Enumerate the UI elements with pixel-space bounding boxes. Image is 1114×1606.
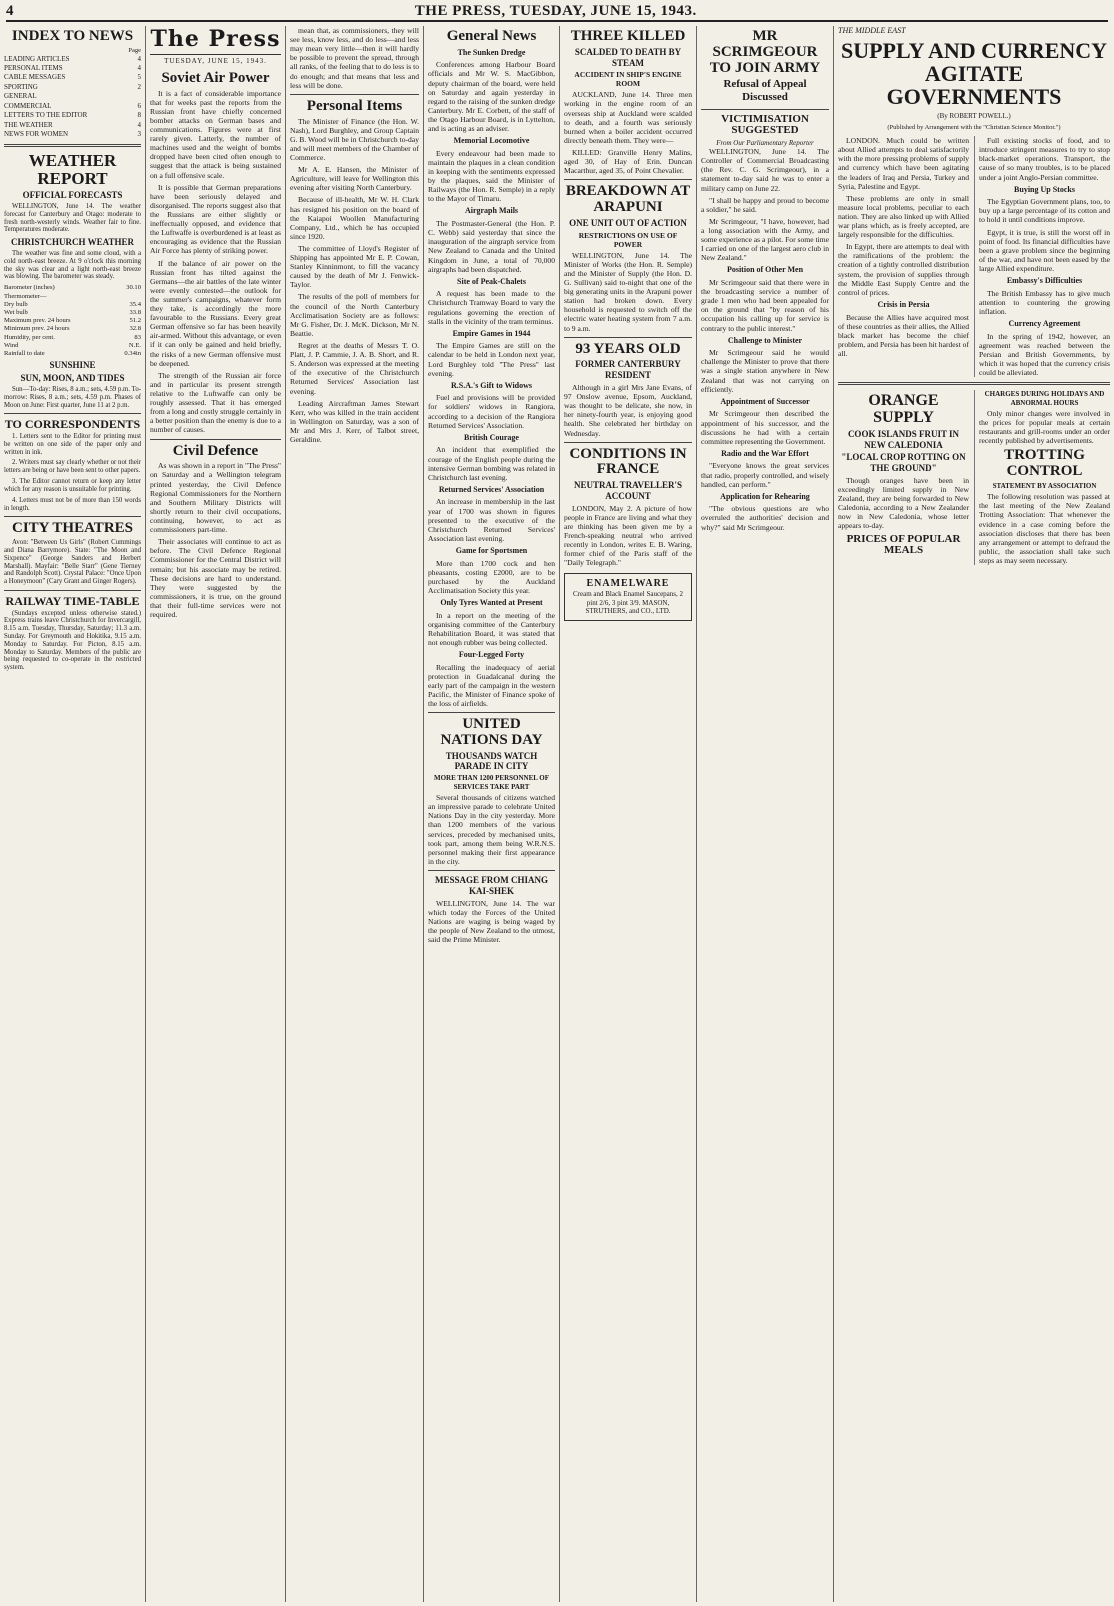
index-row[interactable]: THE WEATHER 4 xyxy=(4,120,141,129)
correspondents-item: 3. The Editor cannot return or keep any letter which for any reason is unsuitable for printing. xyxy=(4,478,141,493)
killed-title: THREE KILLED xyxy=(570,28,686,44)
army-title: MR SCRIMGEOUR TO JOIN ARMY xyxy=(709,28,821,76)
breakdown-sub: ONE UNIT OUT OF ACTION xyxy=(569,217,687,228)
personal-item: The committee of Lloyd's Register of Shipping has appointed Mr E. P. Cowan, Stanley Kinninmont, to fill the vacancy caused by the death of Mr J. Fenwick-Taylor. xyxy=(290,243,419,290)
personal-item: Because of ill-health, Mr W. H. Clark has resigned his position on the board of the Kaiapoi Woollen Manufacturing Company, Ltd., which he has occupied since 1920. xyxy=(290,195,419,241)
personal-item: Leading Aircraftman James Stewart Kerr, who was killed in the train accident in Wellington on Saturday, was a son of Mr and Mrs J. Kerr, of Talbot street, Geraldine. xyxy=(290,398,419,445)
index-row[interactable]: GENERAL xyxy=(4,92,37,101)
news-paragraph: The Postmaster-General (the Hon. P. C. Webb) said yesterday that since the inauguration of the airgraph service from New Zealand to Canada and the United Kingdom in June, a total of 70,000 airgraphs had been dispatched. xyxy=(428,219,555,274)
army-sub: Refusal of Appeal Discussed xyxy=(723,78,807,104)
index-title: INDEX TO NEWS xyxy=(11,28,134,44)
index-row[interactable]: CABLE MESSAGES 5 xyxy=(4,73,141,82)
news-paragraph: The Empire Games are still on the calendar to be held in London next year, Lord Burghley told "The Press" last evening. xyxy=(428,341,555,378)
railway-title: RAILWAY TIME-TABLE xyxy=(5,593,140,608)
personal-item: Mr A. E. Hansen, the Minister of Agriculture, will leave for Wellington this evening after visiting North Canterbury. xyxy=(290,165,419,193)
chch-weather-text: The weather was fine and some cloud, with a cold north-east breeze. At 9 o'clock this morning the sky was clear and a light north-east breeze was blowing. The barometer was steady. xyxy=(4,250,141,281)
meals-text: Only minor changes were involved in the prices for popular meals at certain restaurants and grill-rooms under an order recently published by advertisements. xyxy=(979,408,1110,446)
editorial-paragraph: The strength of the Russian air force and in particular its present strength relative to the Luftwaffe can only be roughly assessed. That it has emerged from a long and costly struggle certainly in a better position than the enemy is due to a number of causes. xyxy=(150,370,281,435)
breakdown-title: BREAKDOWN AT ARAPUNI xyxy=(565,183,691,216)
index-row[interactable]: NEWS FOR WOMEN 3 xyxy=(4,130,141,139)
correspondents-item: 2. Writers must say clearly whether or not their letters are being or have been sent to other papers. xyxy=(4,459,141,475)
column-3 xyxy=(285,26,423,1602)
editorial-paragraph: If the balance of air power on the Russian front has tilted against the Germans—the air battles of the late winter were evenly contested—the outlook for the summer's campaigns, whatever form they take, is accordingly the more favourable to the Russians. Every great German offensive so far has been heavily air-armed. Without this advantage, or even if it can only be gained and held briefly, the risks of a new German offensive must be deepened. xyxy=(150,258,281,368)
index-row[interactable]: PERSONAL ITEMS 4 xyxy=(4,63,141,72)
killed-sub2: ACCIDENT IN SHIP'S ENGINE ROOM xyxy=(574,70,682,89)
victim-paragraph: "I shall be happy and proud to become a soldier," he said. xyxy=(701,195,829,214)
currency-text: In the spring of 1942, however, an agreement was reached between the Persian and British Governments, by which it was hoped that the currency crisis could be alleviated. xyxy=(979,331,1110,378)
meals-title: PRICES OF POPULAR MEALS xyxy=(846,532,961,557)
civil-defence-paragraph: Their associates will continue to act as before. The Civil Defence Regional Commissioner for the Central District will remain; but his associate may be retired. These decisions are hard to understand. They were suggested by the commissioners, it is true, on the ground that their full-time services were not required. xyxy=(150,537,281,620)
victim-paragraph: WELLINGTON, June 14. The Controller of Commercial Broadcasting (the Rev. C. G. Scrimgeour), in a statement to-day said he was to enter a military camp on June 22. xyxy=(701,147,829,193)
news-subhead: British Courage xyxy=(464,432,519,442)
weather-table xyxy=(4,284,141,358)
newspaper-logo: The Press xyxy=(150,26,281,55)
challenge-title: Challenge to Minister xyxy=(727,335,803,345)
weather-row: Rainfall to date 0.34in xyxy=(4,350,141,358)
challenge-text: Mr Scrimgeour said he would challenge the Minister to prove that there was a single station anywhere in New Zealand that was not carrying on efficiently. xyxy=(701,348,829,394)
killed-sub: SCALDED TO DEATH BY STEAM xyxy=(574,46,682,68)
news-subhead: The Sunken Dredge xyxy=(457,47,526,57)
years-title: 93 YEARS OLD xyxy=(575,340,681,357)
column-1 xyxy=(0,26,145,1602)
other-men-title: Position of Other Men xyxy=(726,265,804,275)
breakdown-sub2: RESTRICTIONS ON USE OF POWER xyxy=(578,230,678,249)
news-subhead: Returned Services' Association xyxy=(438,484,545,494)
news-paragraph: In a report on the meeting of the organising committee of the Canterbury Rehabilitation Board, it was stated that not enough rubber was being collected. xyxy=(428,610,555,647)
supply-title: SUPPLY AND CURRENCY AGITATE GOVERNMENTS xyxy=(840,37,1108,109)
supply-paragraph: Egypt, it is true, is still the worst off in point of food. Its financial difficulties have been a grave problem since the beginning of the war, and have not been eased by the large Allied expenditure. xyxy=(979,227,1110,273)
news-paragraph: An incident that exemplified the courage of the English people during the intensive German bombing was related in Christchurch last evening. xyxy=(428,445,555,482)
weather-title: WEATHER REPORT xyxy=(28,151,117,189)
theatres-text: Avon: "Between Us Girls" (Robert Cummings and Diana Barrymore). State: "The Moon and Sixpence" (George Sanders and Herbert Marshall). Mayfair: "Belle Starr" (Gene Tierney and Randolph Scott). Crystal Palace: "Once Upon a Honeymoon" (Cary Grant and Ginger Rogers). xyxy=(4,539,141,586)
lower-articles xyxy=(838,390,1110,565)
column-6 xyxy=(696,26,833,1602)
un-day-sub2: MORE THAN 1200 PERSONNEL OF SERVICES TAKE PART xyxy=(434,774,549,791)
rehearing-title: Application for Rehearing xyxy=(720,491,810,501)
embassy-text: The British Embassy has to give much attention to countering the growing inflation. xyxy=(979,288,1110,316)
weather-row: Wet bulb 33.8 xyxy=(4,308,141,316)
editorial-continued: mean that, as commissioners, they will see less, know less, and do less—and less may mean very little—then it will hardly be possible to prevent the spread, through all ranks, of the feeling that to do less is to do enough; and that means that less and less will be done. xyxy=(290,26,419,90)
news-subhead: R.S.A.'s Gift to Widows xyxy=(450,380,533,390)
railway-text: (Sundays excepted unless otherwise stated.) Express trains leave Christchurch for Invercargill, 8.15 a.m. Tuesday, Thursday, Saturday; 11.3 a.m. Sunday. For Greymouth and Hokitika, 9.15 a.m. Monday to Saturday. For Picton, 8.15 a.m. Monday to Saturday. Members of the public are being requested to co-operate in the restricted system. xyxy=(4,609,141,672)
france-sub: NEUTRAL TRAVELLER'S ACCOUNT xyxy=(574,480,682,501)
page-number: 4 xyxy=(6,2,14,19)
crisis-text: Because the Allies have acquired most of these countries as their allies, the Allied black market has become the chief problem, and Persia has been hit hardest of all. xyxy=(838,312,969,358)
index-row[interactable]: SPORTING 2 xyxy=(4,82,141,91)
victim-paragraph: Mr Scrimgeour, "I have, however, had a long association with the Army, and some experience as a pilot. For some time I carried on one of the largest aero club in New Zealand." xyxy=(701,216,829,263)
un-day-title: UNITED NATIONS DAY xyxy=(440,716,543,748)
news-subhead: Game for Sportsmen xyxy=(455,545,528,555)
news-subhead: Only Tyres Wanted at Present xyxy=(440,598,543,608)
editorial-title: Soviet Air Power xyxy=(161,69,270,86)
news-subhead: Airgraph Mails xyxy=(464,206,519,216)
news-paragraph: More than 1700 cock and hen pheasants, costing £2000, are to be purchased by the Auckland Acclimatisation Society this year. xyxy=(428,558,555,595)
news-subhead: Empire Games in 1944 xyxy=(452,328,531,338)
column-4 xyxy=(423,26,559,1602)
index-row[interactable]: COMMERCIAL 6 xyxy=(4,101,141,110)
news-paragraph: An increase in membership in the last year of 1700 was shown in figures presented to the executive of the Christchurch Returned Services' Association last evening. xyxy=(428,497,555,543)
radio-title: Radio and the War Effort xyxy=(721,448,809,458)
page-masthead xyxy=(6,2,1108,22)
radio-text: "Everyone knows the great services that radio, properly controlled, and wisely handled, can perform." xyxy=(701,461,829,489)
supply-paragraph: These problems are only in small measure local problems, peculiar to each nation. They are also linked up with Allied war plans which, as is freely accepted, are largely responsible for the difficulties. xyxy=(838,193,969,240)
personal-items-title: Personal Items xyxy=(306,97,403,114)
buying-text: The Egyptian Government plans, too, to buy up a large percentage of its cotton and to hold it until conditions improve. xyxy=(979,197,1110,225)
successor-title: Appointment of Successor xyxy=(720,396,810,406)
un-day-text: Several thousands of citizens watched an impressive parade to celebrate United Nations Day in the city yesterday. More than 1200 members of the various services, preceded by mechanised units, took part, among them being W.R.N.S. personnel making their first appearance in the city. xyxy=(428,793,555,866)
supply-article xyxy=(838,136,1110,377)
supply-paragraph: In Egypt, there are attempts to deal with the ramifications of the problem: the creation of a tightly controlled distribution system, the provision of supplies through the Middle East Supply Centre and the control of prices. xyxy=(838,242,969,297)
editorial-paragraph: It is a fact of considerable importance that for weeks past the reports from the Russian front have chiefly concerned bomber attacks on German bases and communications. Figures were at first rarely given. Latterly, the number of machines used and the weight of bombs dropped have been cited often enough to suggest that the attack is being sustained on a full offensive scale. xyxy=(150,88,281,180)
sun-text: Sun—To-day: Rises, 8 a.m.; sets, 4.59 p.m. To-morrow: Rises, 8 a.m.; sets, 4.59 p.m. Phases of Moon on June: First quarter, June 11 at 2 p.m. xyxy=(4,385,141,409)
weather-row: Humidity, per cent. 83 xyxy=(4,333,141,341)
trotting-sub: STATEMENT BY ASSOCIATION xyxy=(992,481,1097,490)
news-paragraph: Every endeavour had been made to maintain the plaques in a clean condition in keeping with the sentiments expressed by the plaques, said the Minister of Railways (the Hon. R. Semple) in a reply to the Mayor of Timaru. xyxy=(428,148,555,204)
column-5 xyxy=(559,26,696,1602)
sun-title: SUN, MOON, AND TIDES xyxy=(20,373,125,384)
supply-byline: (By ROBERT POWELL.) xyxy=(937,111,1011,120)
un-day-sub: THOUSANDS WATCH PARADE IN CITY xyxy=(445,750,538,772)
supply-paragraph: Full existing stocks of food, and to introduce stringent measures to try to stop black-market operations. Transport, the cause of so many troubles, is to be placed under a joint Anglo-Persian committee. xyxy=(979,136,1110,182)
supply-paragraph: LONDON. Much could be written about Allied attempts to deal satisfactorily with the more pressing problems of supply and currency which have been agitating the leaders of Iraq and Persia, Turkey and Syria, Palestine and Egypt. xyxy=(838,136,969,191)
successor-text: Mr Scrimgeour then described the appointment of his successor, and the discussions he had with a certain committee representing the Government. xyxy=(701,409,829,446)
crisis-title: Crisis in Persia xyxy=(877,299,930,309)
general-news-title: General News xyxy=(446,28,537,44)
trotting-text: The following resolution was passed at the last meeting of the New Zealand Trotting Association: That whenever the evidence in a case coming before the association discloses that there has been any arrangement or attempt to defraud the public, the association shall take such steps as may seem necessary. xyxy=(979,492,1110,566)
meals-sub: CHARGES DURING HOLIDAYS AND ABNORMAL HOURS xyxy=(984,390,1105,407)
correspondents-title: TO CORRESPONDENTS xyxy=(4,417,141,432)
correspondents-item: 1. Letters sent to the Editor for printing must be written on one side of the paper only and written in ink. xyxy=(4,433,141,456)
weather-row: Wind N.E. xyxy=(4,341,141,349)
killed-text: AUCKLAND, June 14. Three men working in the engine room of an overseas ship at Auckland were scalded to death, and a fourth was seriously burned when a boiler accident occurred directly beneath them. They were— xyxy=(564,90,692,145)
years-sub: FORMER CANTERBURY RESIDENT xyxy=(575,359,681,381)
orange-text: Though oranges have been in exceedingly limited supply in New Zealand, they are being forwarded to New Caledonia, according to a New Zealander now in New Caledonia, whose letter appears to-day. xyxy=(838,475,969,531)
advert-text: Cream and Black Enamel Saucepans, 2 pint 2/6, 3 pint 3/9. MASON, STRUTHERS, and CO., LTD. xyxy=(572,590,684,616)
index-list xyxy=(4,55,141,140)
currency-title: Currency Agreement xyxy=(1008,319,1081,328)
trotting-title: TROTTING CONTROL xyxy=(1004,447,1085,480)
theatres-title: CITY THEATRES xyxy=(11,520,133,537)
breakdown-text: WELLINGTON, June 14. The Minister of Works (the Hon. R. Semple) and the Minister of Supply (the Hon. D. G. Sullivan) said to-night that one of the big generating units in the Arapuni power station had broken down. Every household is requested to switch off the electric water heating system from 7 a.m. to 9 a.m. xyxy=(564,250,692,333)
personal-item: The results of the poll of members for the council of the North Canterbury Acclimatisation Society are as follows: Mr G. Fisher, Dr. J. McK. Dickson, Mr N. Beattie. xyxy=(290,292,419,338)
chiang-title: MESSAGE FROM CHIANG KAI-SHEK xyxy=(434,874,548,896)
killed-names: KILLED: Granville Henry Malins, aged 30, of Hay of Erin. Duncan Macarthur, aged 35, of Point Chevalier. xyxy=(564,148,692,176)
index-row[interactable]: LETTERS TO THE EDITOR 8 xyxy=(4,111,141,120)
column-7 xyxy=(833,26,1114,1602)
editorial-dateline: TUESDAY, JUNE 15, 1943. xyxy=(164,57,267,66)
index-row[interactable]: LEADING ARTICLES 4 xyxy=(4,54,141,63)
years-text: Although in a girl Mrs Jane Evans, of 97 Onslow avenue, Epsom, Auckland, was thought to be delicate, she now, in her ninety-fourth year, is enjoying good health. She celebrated her birthday on Wednesday. xyxy=(564,382,692,438)
victim-byline: From Our Parliamentary Reporter xyxy=(716,138,814,147)
supply-arrangement: (Published by Arrangement with the "Christian Science Monitor.") xyxy=(887,124,1061,132)
news-paragraph: Fuel and provisions will be provided for soldiers' widows in Rangiora, according to a decision of the Rangiora Returned Services' Association. xyxy=(428,393,555,430)
index-page-label: Page xyxy=(128,46,141,54)
embassy-title: Embassy's Difficulties xyxy=(1006,276,1083,286)
editorial-paragraph: It is possible that German preparations have been seriously delayed and disorganised. The reports suggest also that the Russians are either slightly or ineffectually opposed, and evidence that the Luftwaffe is overburdened is at least as encouraging as evidence that the Russian Air Force has plenty of striking power. xyxy=(150,182,281,256)
news-subhead: Memorial Locomotive xyxy=(453,136,530,146)
personal-item: The Minister of Finance (the Hon. W. Nash), Lord Burghley, and Group Captain G. B. Wood will be in Christchurch to-day and will meet members of the Chamber of Commerce. xyxy=(290,116,419,162)
enamelware-advert xyxy=(564,573,692,620)
civil-defence-paragraph: As was shown in a report in "The Press" on Saturday and a Wellington telegram printed yesterday, the Civil Defence Regional Commissioners for the Northern and Southern Military Districts will shortly return to their civil occupations, continuing, however, to act as commissioners part-time. xyxy=(150,461,281,535)
weather-row: Dry bulb 35.4 xyxy=(4,300,141,308)
chiang-text: WELLINGTON, June 14. The war which today the Forces of the United Nations are waging is being waged by the people of New Zealand to the utmost, said the Prime Minister. xyxy=(428,898,555,944)
news-paragraph: Conferences among Harbour Board officials and Mr W. S. MacGibbon, deputy chairman of the board, were held on Saturday and again yesterday in regard to the raising of the sunken dredge Canterbury. Mr E. Corbett, of the staff of the Otago Harbour Board, is in Lyttelton, and is acting as an adviser. xyxy=(428,60,555,134)
sunshine-title: SUNSHINE xyxy=(49,360,96,371)
news-paragraph: A request has been made to the Christchurch Tramway Board to vary the regulations governing the erection of stalls in the vicinity of the tram terminus. xyxy=(428,289,555,326)
news-subhead: Four-Legged Forty xyxy=(458,650,525,660)
civil-defence-title: Civil Defence xyxy=(172,442,259,459)
france-title: CONDITIONS IN FRANCE xyxy=(569,445,687,478)
orange-title: ORANGE SUPPLY xyxy=(868,392,939,426)
weather-row: Minimum prev. 24 hours 32.8 xyxy=(4,325,141,333)
other-men-text: Mr Scrimgeour said that there were in the broadcasting service a number of grade 1 men who had been appealed for on the ground that "by reason of his occupation his calling up for service is contrary to the public interest." xyxy=(701,278,829,333)
weather-row: Maximum prev. 24 hours 51.2 xyxy=(4,317,141,325)
orange-sub: COOK ISLANDS FRUIT IN NEW CALEDONIA xyxy=(847,428,960,450)
orange-quote: "LOCAL CROP ROTTING ON THE GROUND" xyxy=(841,452,966,474)
buying-title: Buying Up Stocks xyxy=(1014,184,1075,194)
rehearing-text: "The obvious questions are who overruled the authorities' decision and why?" said Mr Scrimgeour. xyxy=(701,504,829,532)
forecast-title: OFFICIAL FORECASTS xyxy=(22,190,123,201)
victim-title: VICTIMISATION SUGGESTED xyxy=(721,112,809,137)
france-text: LONDON, May 2. A picture of how people in France are living and what they are thinking has been given me by a French-speaking neutral who arrived recently in London, writes E. B. Waring, former chief of the Paris staff of the "Daily Telegraph." xyxy=(564,503,692,568)
weather-row: Barometer (inches) 30.10 xyxy=(4,284,141,292)
correspondents-item: 4. Letters must not be of more than 150 words in length. xyxy=(4,496,141,512)
forecast-text: WELLINGTON, June 14. The weather forecast for Canterbury and Otago: moderate to fresh north-westerly winds. Weather fair to fine. Temperatures moderate. xyxy=(4,202,141,234)
paper-title: THE PRESS, TUESDAY, JUNE 15, 1943. xyxy=(414,2,697,19)
news-subhead: Site of Peak-Chalets xyxy=(457,276,526,286)
chch-weather-title: CHRISTCHURCH WEATHER xyxy=(11,237,134,248)
column-2 xyxy=(145,26,285,1602)
middle-east-kicker: THE MIDDLE EAST xyxy=(838,26,906,35)
news-paragraph: Recalling the inadequacy of aerial protection in Guadalcanal during the early part of the campaign in the western Pacific, the Minister of Finance spoke of the loss of airfields. xyxy=(428,662,555,709)
advert-title: ENAMELWARE xyxy=(586,578,670,590)
weather-row: Thermometer— xyxy=(4,292,47,300)
personal-item: Regret at the deaths of Messrs T. O. Platt, J. P. Cammie, J. A. B. Short, and R. S. Anderson was expressed at the meeting of the executive of the Christchurch Returned Services' Association last evening. xyxy=(290,341,419,396)
